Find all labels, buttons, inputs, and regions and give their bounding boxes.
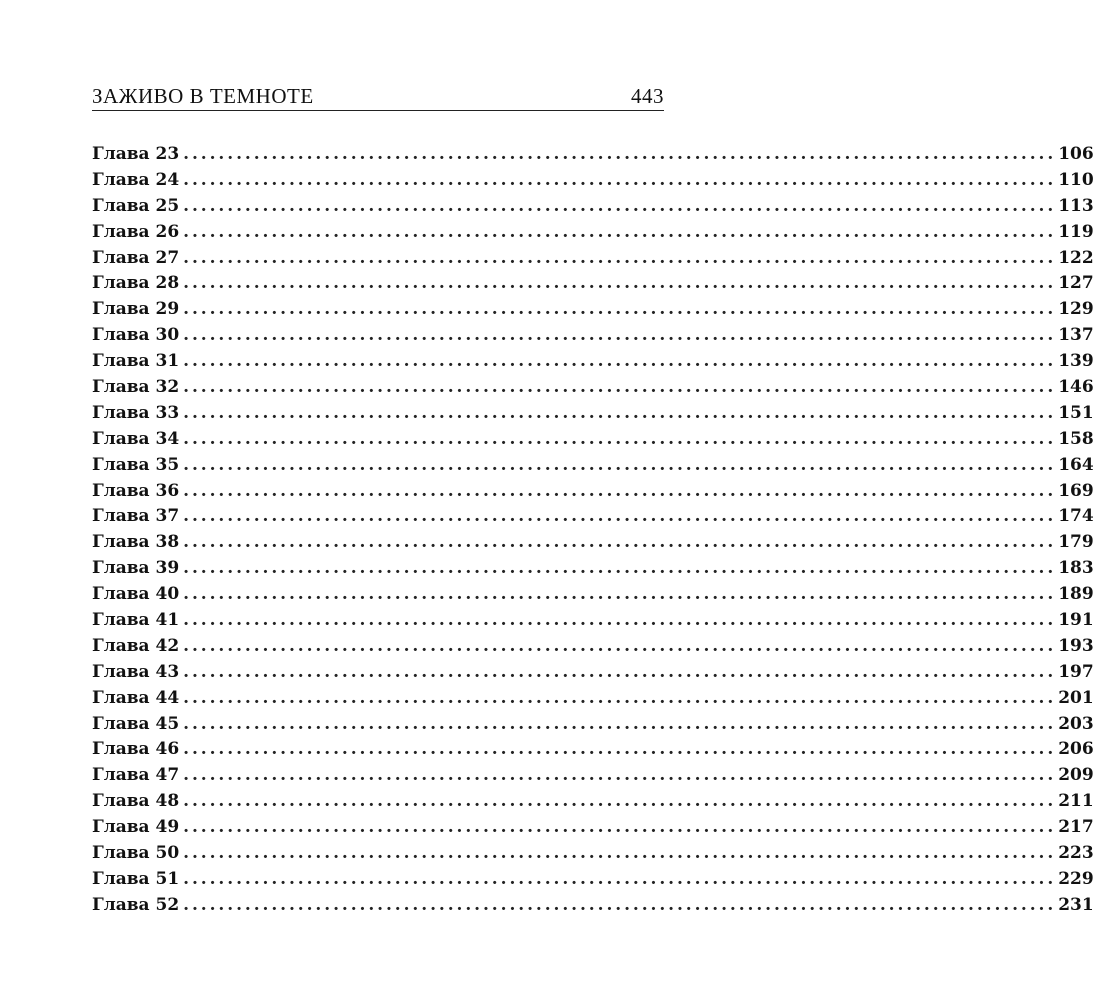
toc-dot-leader: ................................................................................................... [183,765,1057,786]
table-of-contents [92,142,1094,919]
toc-dot-leader: ................................................................................................... [183,454,1057,475]
toc-entry-label: Глава 51 [92,868,180,889]
toc-entry [92,608,1094,634]
toc-dot-leader: ................................................................................................... [183,661,1057,682]
toc-entry [92,712,1094,738]
toc-entry-label: Глава 50 [92,843,180,864]
toc-entry-page: 223 [1058,843,1094,864]
toc-entry-page: 189 [1058,584,1094,605]
toc-dot-leader: ................................................................................................... [183,610,1057,631]
toc-entry [92,737,1094,763]
toc-entry-page: 119 [1058,221,1094,242]
toc-entry-page: 106 [1058,144,1094,164]
toc-entry-page: 197 [1058,661,1094,682]
toc-entry [92,634,1094,660]
toc-entry [92,168,1094,194]
toc-entry-page: 139 [1058,351,1094,372]
toc-entry-label: Глава 52 [92,894,180,915]
toc-dot-leader: ................................................................................................... [183,739,1057,760]
toc-dot-leader: ................................................................................................... [183,817,1057,838]
toc-entry [92,530,1094,556]
toc-entry [92,194,1094,220]
toc-entry-label: Глава 49 [92,817,180,838]
toc-entry [92,401,1094,427]
toc-entry [92,271,1094,297]
toc-entry-label: Глава 34 [92,428,180,449]
toc-entry-label: Глава 28 [92,273,180,294]
toc-dot-leader: ................................................................................................... [183,635,1057,656]
toc-entry-page: 113 [1058,195,1094,216]
toc-dot-leader: ................................................................................................... [183,558,1057,579]
toc-entry-label: Глава 48 [92,791,180,812]
toc-entry-page: 164 [1058,454,1094,475]
toc-entry-page: 179 [1058,532,1094,553]
toc-dot-leader: ................................................................................................... [183,221,1057,242]
toc-entry-label: Глава 35 [92,454,180,475]
toc-dot-leader: ................................................................................................... [183,351,1057,372]
toc-entry-label: Глава 41 [92,610,180,631]
toc-entry-page: 209 [1058,765,1094,786]
toc-entry-page: 191 [1058,610,1094,631]
toc-entry [92,142,1094,168]
toc-dot-leader: ................................................................................................... [183,791,1057,812]
toc-entry-page: 151 [1058,402,1094,423]
toc-entry [92,349,1094,375]
toc-entry [92,479,1094,505]
toc-entry [92,789,1094,815]
toc-entry-label: Глава 31 [92,351,180,372]
toc-dot-leader: ................................................................................................... [183,506,1057,527]
toc-entry-label: Глава 24 [92,169,180,190]
toc-entry [92,893,1094,919]
toc-entry-page: 193 [1058,635,1094,656]
toc-entry [92,556,1094,582]
toc-dot-leader: ................................................................................................... [183,273,1057,294]
toc-entry-page: 110 [1058,169,1094,190]
toc-entry-label: Глава 46 [92,739,180,760]
toc-entry-page: 201 [1058,687,1094,708]
toc-entry-label: Глава 25 [92,195,180,216]
toc-entry-page: 217 [1058,817,1094,838]
toc-entry-label: Глава 23 [92,144,180,164]
toc-entry-label: Глава 38 [92,532,180,553]
toc-entry-label: Глава 30 [92,325,180,346]
toc-entry-page: 127 [1058,273,1094,294]
toc-dot-leader: ................................................................................................... [183,377,1057,398]
toc-dot-leader: ................................................................................................... [183,247,1057,268]
toc-dot-leader: ................................................................................................... [183,894,1057,915]
toc-entry-page: 206 [1058,739,1094,760]
toc-entry-label: Глава 39 [92,558,180,579]
toc-entry [92,246,1094,272]
toc-entry [92,323,1094,349]
toc-dot-leader: ................................................................................................... [183,687,1057,708]
toc-entry [92,815,1094,841]
toc-entry-label: Глава 33 [92,402,180,423]
toc-entry-page: 231 [1058,894,1094,915]
toc-entry-label: Глава 45 [92,713,180,734]
toc-entry-page: 122 [1058,247,1094,268]
toc-entry-label: Глава 37 [92,506,180,527]
toc-entry [92,453,1094,479]
toc-dot-leader: ................................................................................................... [183,325,1057,346]
toc-entry-label: Глава 42 [92,635,180,656]
toc-entry-page: 146 [1058,377,1094,398]
toc-dot-leader: ................................................................................................... [183,144,1057,164]
toc-dot-leader: ................................................................................................... [183,299,1057,320]
toc-entry-label: Глава 40 [92,584,180,605]
toc-entry-label: Глава 47 [92,765,180,786]
toc-entry [92,867,1094,893]
toc-entry-page: 183 [1058,558,1094,579]
toc-dot-leader: ................................................................................................... [183,428,1057,449]
toc-entry-label: Глава 27 [92,247,180,268]
toc-entry-page: 174 [1058,506,1094,527]
toc-dot-leader: ................................................................................................... [183,584,1057,605]
toc-entry-label: Глава 44 [92,687,180,708]
toc-entry [92,504,1094,530]
toc-entry [92,375,1094,401]
toc-entry [92,297,1094,323]
toc-entry [92,763,1094,789]
toc-entry [92,841,1094,867]
running-header [92,84,664,111]
toc-dot-leader: ................................................................................................... [183,195,1057,216]
toc-entry-page: 229 [1058,868,1094,889]
toc-entry-label: Глава 32 [92,377,180,398]
toc-entry [92,427,1094,453]
toc-dot-leader: ................................................................................................... [183,532,1057,553]
toc-entry-label: Глава 36 [92,480,180,501]
toc-dot-leader: ................................................................................................... [183,843,1057,864]
toc-entry-label: Глава 43 [92,661,180,682]
toc-dot-leader: ................................................................................................... [183,480,1057,501]
toc-entry-page: 137 [1058,325,1094,346]
book-title: ЗАЖИВО В ТЕМНОТЕ [92,84,314,108]
toc-dot-leader: ................................................................................................... [183,169,1057,190]
toc-entry-label: Глава 29 [92,299,180,320]
toc-entry [92,220,1094,246]
toc-entry [92,686,1094,712]
toc-dot-leader: ................................................................................................... [183,713,1057,734]
toc-entry-page: 211 [1058,791,1094,812]
toc-entry-page: 158 [1058,428,1094,449]
toc-entry-page: 169 [1058,480,1094,501]
toc-dot-leader: ................................................................................................... [183,402,1057,423]
toc-dot-leader: ................................................................................................... [183,868,1057,889]
toc-entry-page: 129 [1058,299,1094,320]
page-number: 443 [631,84,664,108]
toc-entry-page: 203 [1058,713,1094,734]
toc-entry [92,582,1094,608]
toc-entry [92,660,1094,686]
toc-entry-label: Глава 26 [92,221,180,242]
